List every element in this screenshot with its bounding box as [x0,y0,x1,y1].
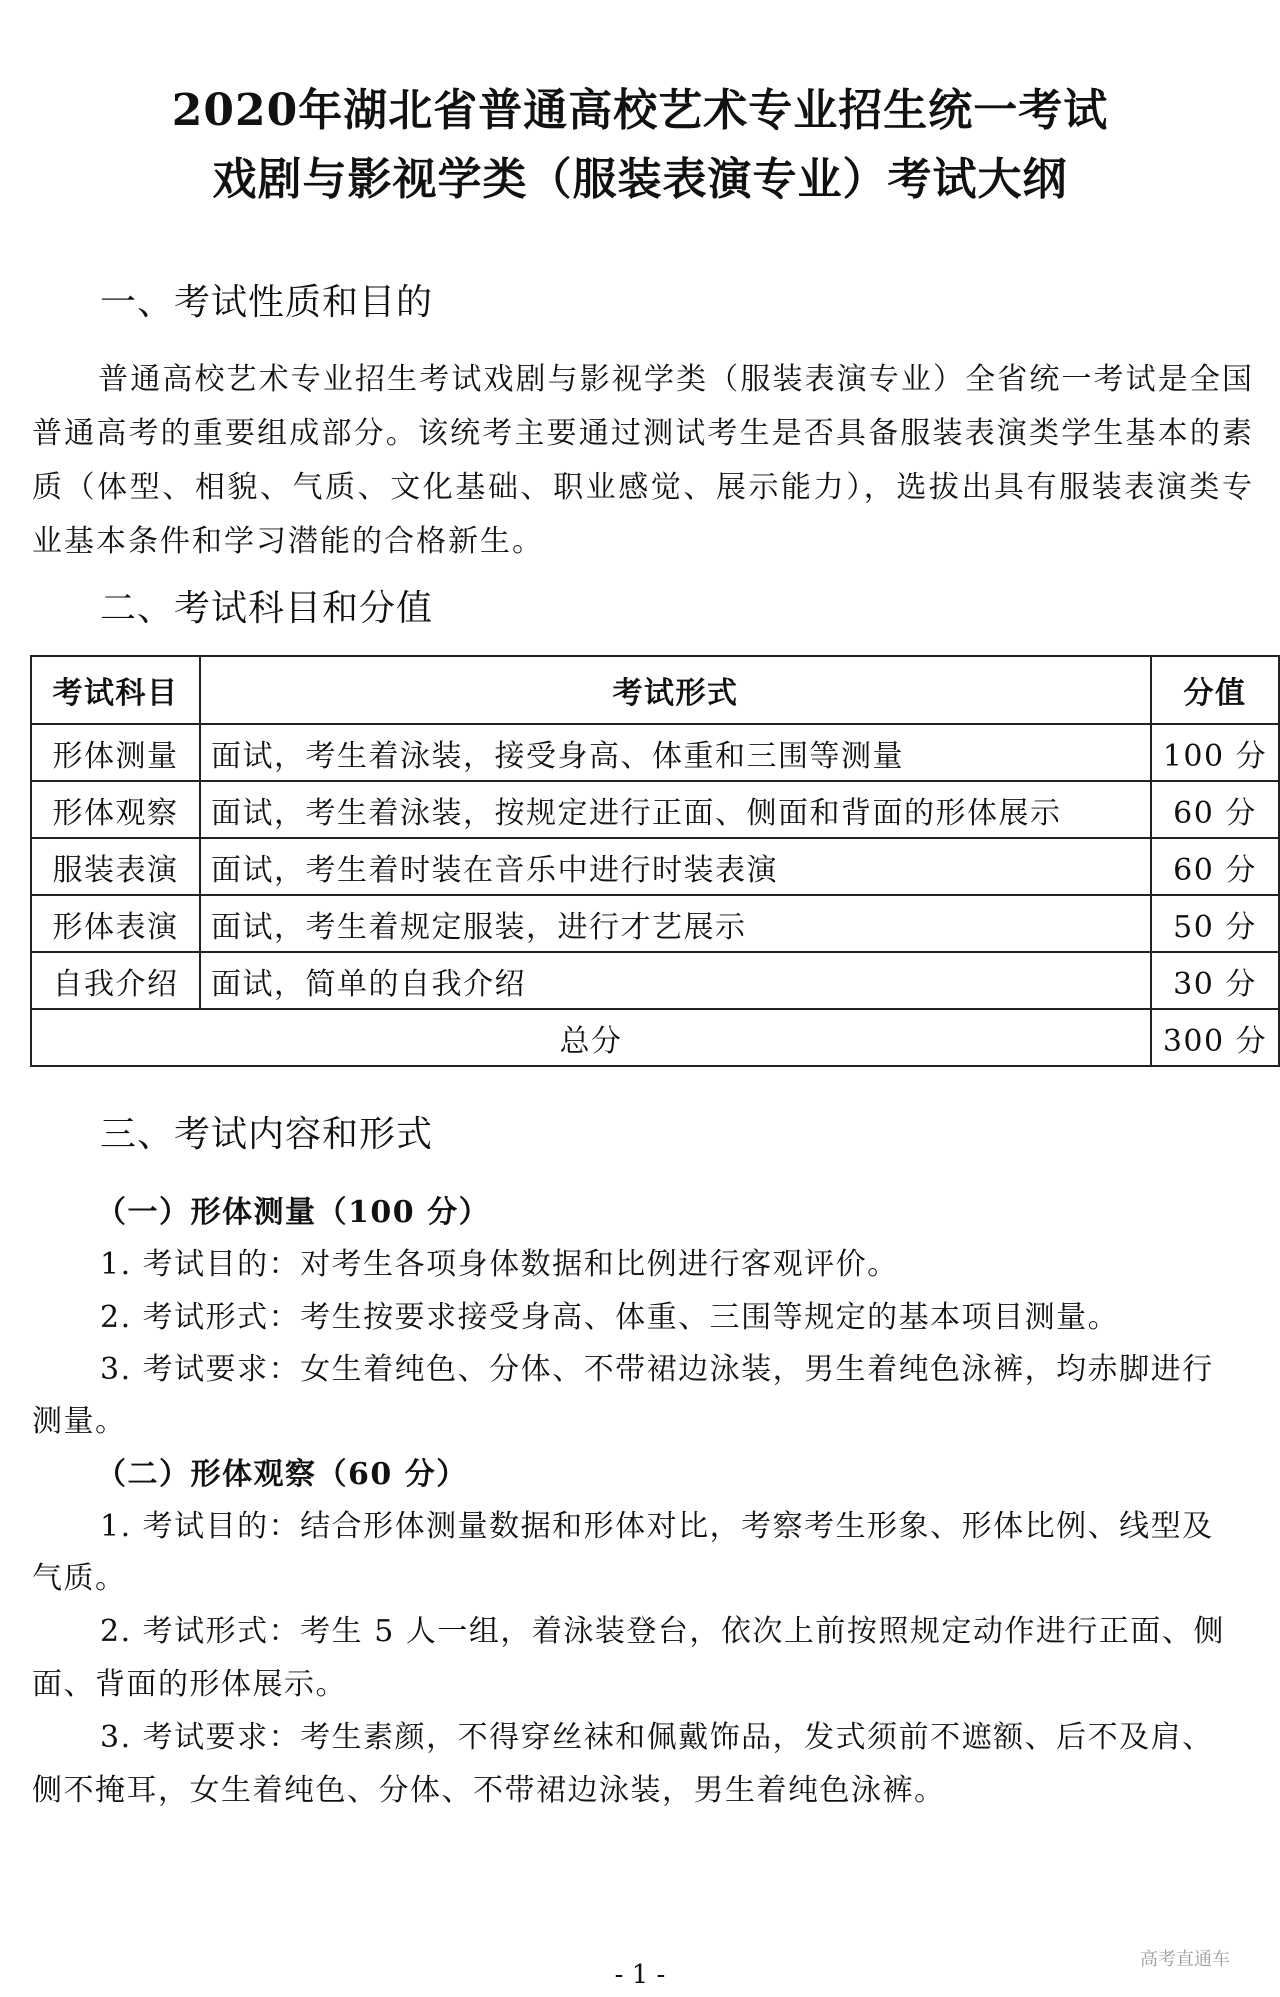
table-row [31,781,1279,838]
table-row [31,895,1279,952]
table-cell-form: 面试，考生着泳装，接受身高、体重和三围等测量 [200,724,1151,781]
part2-heading: （二）形体观察（60 分） [96,1457,468,1492]
table-total-score: 300 分 [1151,1009,1279,1066]
part2-item2-line2: 面、背面的形体展示。 [32,1667,347,1702]
table-cell-score: 30 分 [1151,952,1279,1009]
part1-item2: 2. 考试形式：考生按要求接受身高、体重、三围等规定的基本项目测量。 [100,1300,1120,1335]
table-row [31,724,1279,781]
part2-item3-line2: 侧不掩耳，女生着纯色、分体、不带裙边泳装，男生着纯色泳裤。 [32,1773,946,1808]
table-cell-subject: 形体观察 [31,781,200,838]
table-cell-score: 60 分 [1151,781,1279,838]
part1-heading: （一）形体测量（100 分） [96,1195,491,1230]
part2-item1-line1: 1. 考试目的：结合形体测量数据和形体对比，考察考生形象、形体比例、线型及 [100,1509,1214,1544]
table-cell-score: 100 分 [1151,724,1279,781]
table-header-form: 考试形式 [200,656,1151,724]
section1-paragraph-text: 普通高校艺术专业招生考试戏剧与影视学类（服装表演专业）全省统一考试是全国普通高考的重要组成部分。该统考主要通过测试考生是否具备服装表演类学生基本的素质（体型、相貌、气质、文化基础、职业感觉、展示能力），选拔出具有服装表演类专业基本条件和学习潜能的合格新生。 [32,362,1254,559]
part1-item3-line2: 测量。 [32,1404,127,1439]
document-title-line1: 2020年湖北省普通高校艺术专业招生统一考试 [171,85,1109,136]
section1-paragraph [32,353,1254,569]
table-row [31,838,1279,895]
exam-subjects-table [30,655,1280,1067]
table-cell-score: 60 分 [1151,838,1279,895]
watermark-text: 高考直通车 [1140,1949,1230,1970]
table-header-subject: 考试科目 [31,656,200,724]
page-number: - 1 - [614,1960,666,1990]
table-cell-form: 面试，考生着时装在音乐中进行时装表演 [200,838,1151,895]
part2-item2-line1: 2. 考试形式：考生 5 人一组，着泳装登台，依次上前按照规定动作进行正面、侧 [100,1614,1225,1649]
document-title-line2: 戏剧与影视学类（服装表演专业）考试大纲 [212,154,1068,205]
section3-heading: 三、考试内容和形式 [100,1114,434,1155]
section1-heading: 一、考试性质和目的 [100,282,434,323]
table-total-row [31,1009,1279,1066]
table-total-label: 总分 [31,1009,1151,1066]
part1-item1: 1. 考试目的：对考生各项身体数据和比例进行客观评价。 [100,1247,899,1282]
table-cell-subject: 形体测量 [31,724,200,781]
table-cell-subject: 形体表演 [31,895,200,952]
table-cell-subject: 服装表演 [31,838,200,895]
part2-item3-line1: 3. 考试要求：考生素颜，不得穿丝袜和佩戴饰品，发式须前不遮额、后不及肩、 [100,1720,1214,1755]
table-cell-subject: 自我介绍 [31,952,200,1009]
table-row [31,952,1279,1009]
section2-heading: 二、考试科目和分值 [100,588,434,629]
table-cell-form: 面试，考生着泳装，按规定进行正面、侧面和背面的形体展示 [200,781,1151,838]
table-cell-score: 50 分 [1151,895,1279,952]
part1-item3-line1: 3. 考试要求：女生着纯色、分体、不带裙边泳装，男生着纯色泳裤，均赤脚进行 [100,1352,1214,1387]
table-header-row [31,656,1279,724]
table-cell-form: 面试，考生着规定服装，进行才艺展示 [200,895,1151,952]
table-cell-form: 面试，简单的自我介绍 [200,952,1151,1009]
part2-item1-line2: 气质。 [32,1561,127,1596]
table-header-score: 分值 [1151,656,1279,724]
